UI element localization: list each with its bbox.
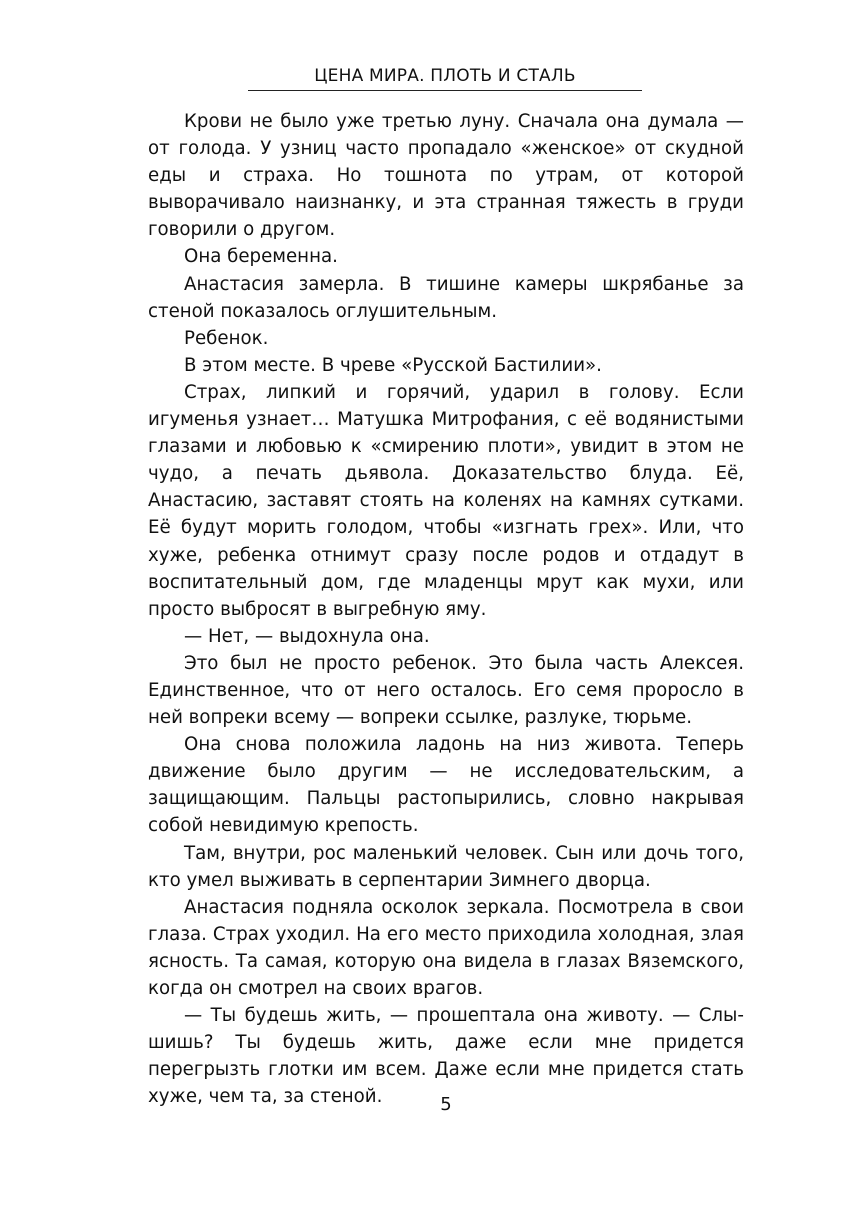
paragraph: Анастасия замерла. В тишине камеры шкрябанье за стеной показалось оглушительным. bbox=[148, 273, 744, 322]
paragraph: Ребенок. bbox=[184, 327, 269, 349]
paragraph: Там, внутри, рос маленький человек. Сын или дочь того, кто умел выживать в серпентарии Зимнего дворца. bbox=[148, 842, 744, 891]
paragraph: — Нет, — выдохнула она. bbox=[184, 625, 430, 647]
paragraph: Страх, липкий и горячий, ударил в голову. Если игуменья узнает… Матушка Митрофания, с её водянистыми глазами и любовью к «смирению плоти», увидит в этом не чудо, а печать дьявола. Доказательство блуда. Её, Анастасию, заставят стоять на коленях на камнях сутками. Её будут морить голодом, чтобы «изгнать грех». Или, что хуже, ребенка отнимут сразу после родов и отдадут в воспитательный дом, где младенцы мрут как мухи, или просто выбросят в выгребную яму. bbox=[148, 381, 744, 620]
paragraph: Анастасия подняла осколок зеркала. Посмотрела в свои глаза. Страх уходил. На его место приходила холодная, злая ясность. Та самая, которую она видела в глазах Вяземского, когда он смотрел на своих врагов. bbox=[148, 896, 744, 999]
header-rule bbox=[248, 90, 642, 91]
paragraph: В этом месте. В чреве «Русской Бастилии». bbox=[184, 354, 602, 376]
paragraph: Она беременна. bbox=[184, 246, 338, 268]
paragraph: Это был не просто ребенок. Это была часть Алексея. Единственное, что от него осталось. Его семя проросло в ней вопреки всему — вопреки ссылке, разлуке, тюрьме. bbox=[148, 652, 744, 729]
paragraph: Крови не было уже третью луну. Сначала она думала — от голода. У узниц часто пропадало «женское» от скудной еды и страха. Но тошнота по утрам, от которой выворачивало наизнанку, и эта странная тяжесть в груди говорили о другом. bbox=[148, 111, 744, 241]
body-text bbox=[148, 108, 744, 1110]
paragraph: — Ты будешь жить, — прошептала она животу. — Слышишь? Ты будешь жить, даже если мне придется перегрызть глотки им всем. Даже если мне придется стать хуже, чем та, за стеной. bbox=[148, 1005, 744, 1108]
paragraph: Она снова положила ладонь на низ живота. Теперь движение было другим — не исследовательским, а защищающим. Пальцы растопырились, словно накрывая собой невидимую крепость. bbox=[148, 734, 744, 837]
page-number: 5 bbox=[440, 1094, 452, 1115]
running-header: ЦЕНА МИРА. ПЛОТЬ И СТАЛЬ bbox=[314, 66, 576, 86]
